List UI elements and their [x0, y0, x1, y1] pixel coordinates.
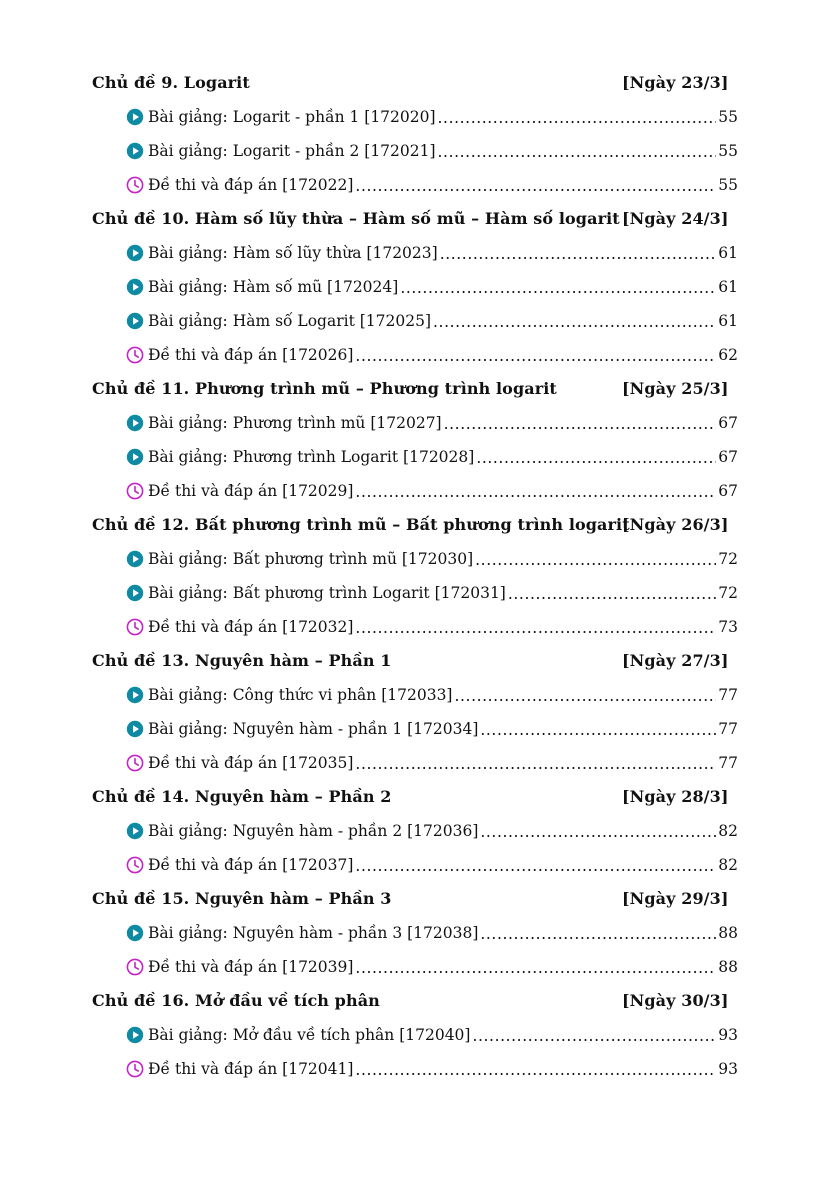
topic-title: Chủ đề 11. Phương trình mũ – Phương trình logarit [92, 379, 557, 398]
dot-leader [355, 1061, 716, 1079]
page-number: 82 [718, 822, 738, 840]
toc-entry[interactable] [92, 950, 738, 984]
topic-date: [Ngày 25/3] [622, 379, 729, 398]
toc-section [92, 202, 738, 372]
play-icon [126, 686, 144, 704]
entry-label: Đề thi và đáp án [172035] [148, 754, 354, 772]
entry-label: Đề thi và đáp án [172032] [148, 618, 354, 636]
page-number: 61 [718, 278, 738, 296]
page-number: 77 [718, 720, 738, 738]
dot-leader [355, 857, 716, 875]
toc-entry[interactable] [92, 1052, 738, 1086]
entry-label: Bài giảng: Công thức vi phân [172033] [148, 686, 453, 704]
dot-leader [355, 619, 716, 637]
toc-section [92, 66, 738, 202]
entry-label: Đề thi và đáp án [172026] [148, 346, 354, 364]
clock-icon [126, 346, 144, 364]
toc-section [92, 780, 738, 882]
page-number: 72 [718, 584, 738, 602]
topic-date: [Ngày 23/3] [622, 73, 729, 92]
clock-icon [126, 958, 144, 976]
clock-icon [126, 754, 144, 772]
entry-label: Đề thi và đáp án [172039] [148, 958, 354, 976]
dot-leader [438, 143, 717, 161]
topic-heading [92, 508, 738, 542]
topic-title: Chủ đề 15. Nguyên hàm – Phần 3 [92, 889, 392, 908]
toc-section [92, 372, 738, 508]
dot-leader [400, 279, 716, 297]
toc-entry[interactable] [92, 304, 738, 338]
toc-entry[interactable] [92, 406, 738, 440]
entry-label: Bài giảng: Mở đầu về tích phân [172040] [148, 1026, 471, 1044]
toc-entry[interactable] [92, 746, 738, 780]
topic-heading [92, 644, 738, 678]
entry-label: Bài giảng: Nguyên hàm - phần 1 [172034] [148, 720, 479, 738]
dot-leader [480, 721, 716, 739]
topic-title: Chủ đề 9. Logarit [92, 73, 250, 92]
entry-label: Đề thi và đáp án [172041] [148, 1060, 354, 1078]
toc-section [92, 882, 738, 984]
dot-leader [355, 347, 716, 365]
dot-leader [440, 245, 717, 263]
dot-leader [355, 177, 716, 195]
clock-icon [126, 1060, 144, 1078]
toc-entry[interactable] [92, 1018, 738, 1052]
page-number: 67 [718, 448, 738, 466]
topic-title: Chủ đề 14. Nguyên hàm – Phần 2 [92, 787, 392, 806]
page-number: 67 [718, 414, 738, 432]
toc-entry[interactable] [92, 610, 738, 644]
toc-entry[interactable] [92, 916, 738, 950]
page-number: 88 [718, 958, 738, 976]
play-icon [126, 244, 144, 262]
topic-date: [Ngày 27/3] [622, 651, 729, 670]
page-number: 55 [718, 142, 738, 160]
entry-label: Bài giảng: Bất phương trình mũ [172030] [148, 550, 474, 568]
toc-entry[interactable] [92, 814, 738, 848]
clock-icon [126, 856, 144, 874]
dot-leader [433, 313, 716, 331]
play-icon [126, 278, 144, 296]
play-icon [126, 924, 144, 942]
play-icon [126, 550, 144, 568]
clock-icon [126, 176, 144, 194]
toc-entry[interactable] [92, 100, 738, 134]
play-icon [126, 448, 144, 466]
topic-date: [Ngày 24/3] [622, 209, 729, 228]
page-number: 77 [718, 754, 738, 772]
toc-entry[interactable] [92, 168, 738, 202]
play-icon [126, 108, 144, 126]
topic-heading [92, 780, 738, 814]
entry-label: Bài giảng: Hàm số Logarit [172025] [148, 312, 432, 330]
toc-entry[interactable] [92, 474, 738, 508]
topic-title: Chủ đề 10. Hàm số lũy thừa – Hàm số mũ – Hàm số logarit [92, 209, 620, 228]
entry-label: Bài giảng: Logarit - phần 2 [172021] [148, 142, 436, 160]
entry-label: Đề thi và đáp án [172029] [148, 482, 354, 500]
toc-section [92, 984, 738, 1086]
page-number: 88 [718, 924, 738, 942]
dot-leader [475, 551, 716, 569]
entry-label: Đề thi và đáp án [172037] [148, 856, 354, 874]
toc-entry[interactable] [92, 678, 738, 712]
toc-entry[interactable] [92, 542, 738, 576]
dot-leader [355, 483, 716, 501]
topic-date: [Ngày 26/3] [622, 515, 729, 534]
page-number: 62 [718, 346, 738, 364]
clock-icon [126, 618, 144, 636]
topic-heading [92, 66, 738, 100]
play-icon [126, 720, 144, 738]
page-number: 72 [718, 550, 738, 568]
page-number: 67 [718, 482, 738, 500]
page-number: 61 [718, 244, 738, 262]
toc-entry[interactable] [92, 712, 738, 746]
dot-leader [476, 449, 716, 467]
page-number: 82 [718, 856, 738, 874]
entry-label: Bài giảng: Hàm số mũ [172024] [148, 278, 399, 296]
play-icon [126, 584, 144, 602]
dot-leader [480, 823, 716, 841]
toc-entry[interactable] [92, 848, 738, 882]
page-number: 93 [718, 1026, 738, 1044]
page-number: 61 [718, 312, 738, 330]
entry-label: Bài giảng: Bất phương trình Logarit [172031] [148, 584, 506, 602]
dot-leader [480, 925, 716, 943]
topic-title: Chủ đề 13. Nguyên hàm – Phần 1 [92, 651, 392, 670]
dot-leader [355, 755, 716, 773]
page-number: 73 [718, 618, 738, 636]
toc-entry[interactable] [92, 270, 738, 304]
page-number: 93 [718, 1060, 738, 1078]
play-icon [126, 414, 144, 432]
toc-entry[interactable] [92, 440, 738, 474]
dot-leader [508, 585, 716, 603]
topic-heading [92, 984, 738, 1018]
toc-entry[interactable] [92, 576, 738, 610]
page-number: 55 [718, 108, 738, 126]
entry-label: Bài giảng: Logarit - phần 1 [172020] [148, 108, 436, 126]
topic-date: [Ngày 29/3] [622, 889, 729, 908]
dot-leader [438, 109, 717, 127]
entry-label: Đề thi và đáp án [172022] [148, 176, 354, 194]
play-icon [126, 142, 144, 160]
dot-leader [454, 687, 716, 705]
page-number: 55 [718, 176, 738, 194]
dot-leader [444, 415, 717, 433]
topic-date: [Ngày 30/3] [622, 991, 729, 1010]
clock-icon [126, 482, 144, 500]
topic-heading [92, 882, 738, 916]
topic-date: [Ngày 28/3] [622, 787, 729, 806]
play-icon [126, 312, 144, 330]
entry-label: Bài giảng: Hàm số lũy thừa [172023] [148, 244, 438, 262]
toc-section [92, 508, 738, 644]
toc-entry[interactable] [92, 134, 738, 168]
topic-heading [92, 372, 738, 406]
entry-label: Bài giảng: Nguyên hàm - phần 2 [172036] [148, 822, 479, 840]
entry-label: Bài giảng: Phương trình mũ [172027] [148, 414, 442, 432]
dot-leader [472, 1027, 716, 1045]
toc-section [92, 644, 738, 780]
topic-title: Chủ đề 16. Mở đầu về tích phân [92, 991, 380, 1010]
dot-leader [355, 959, 716, 977]
topic-title: Chủ đề 12. Bất phương trình mũ – Bất phương trình logarit [92, 515, 630, 534]
page-number: 77 [718, 686, 738, 704]
entry-label: Bài giảng: Nguyên hàm - phần 3 [172038] [148, 924, 479, 942]
toc-entry[interactable] [92, 236, 738, 270]
toc-entry[interactable] [92, 338, 738, 372]
play-icon [126, 822, 144, 840]
play-icon [126, 1026, 144, 1044]
entry-label: Bài giảng: Phương trình Logarit [172028] [148, 448, 475, 466]
table-of-contents [92, 66, 738, 1086]
topic-heading [92, 202, 738, 236]
